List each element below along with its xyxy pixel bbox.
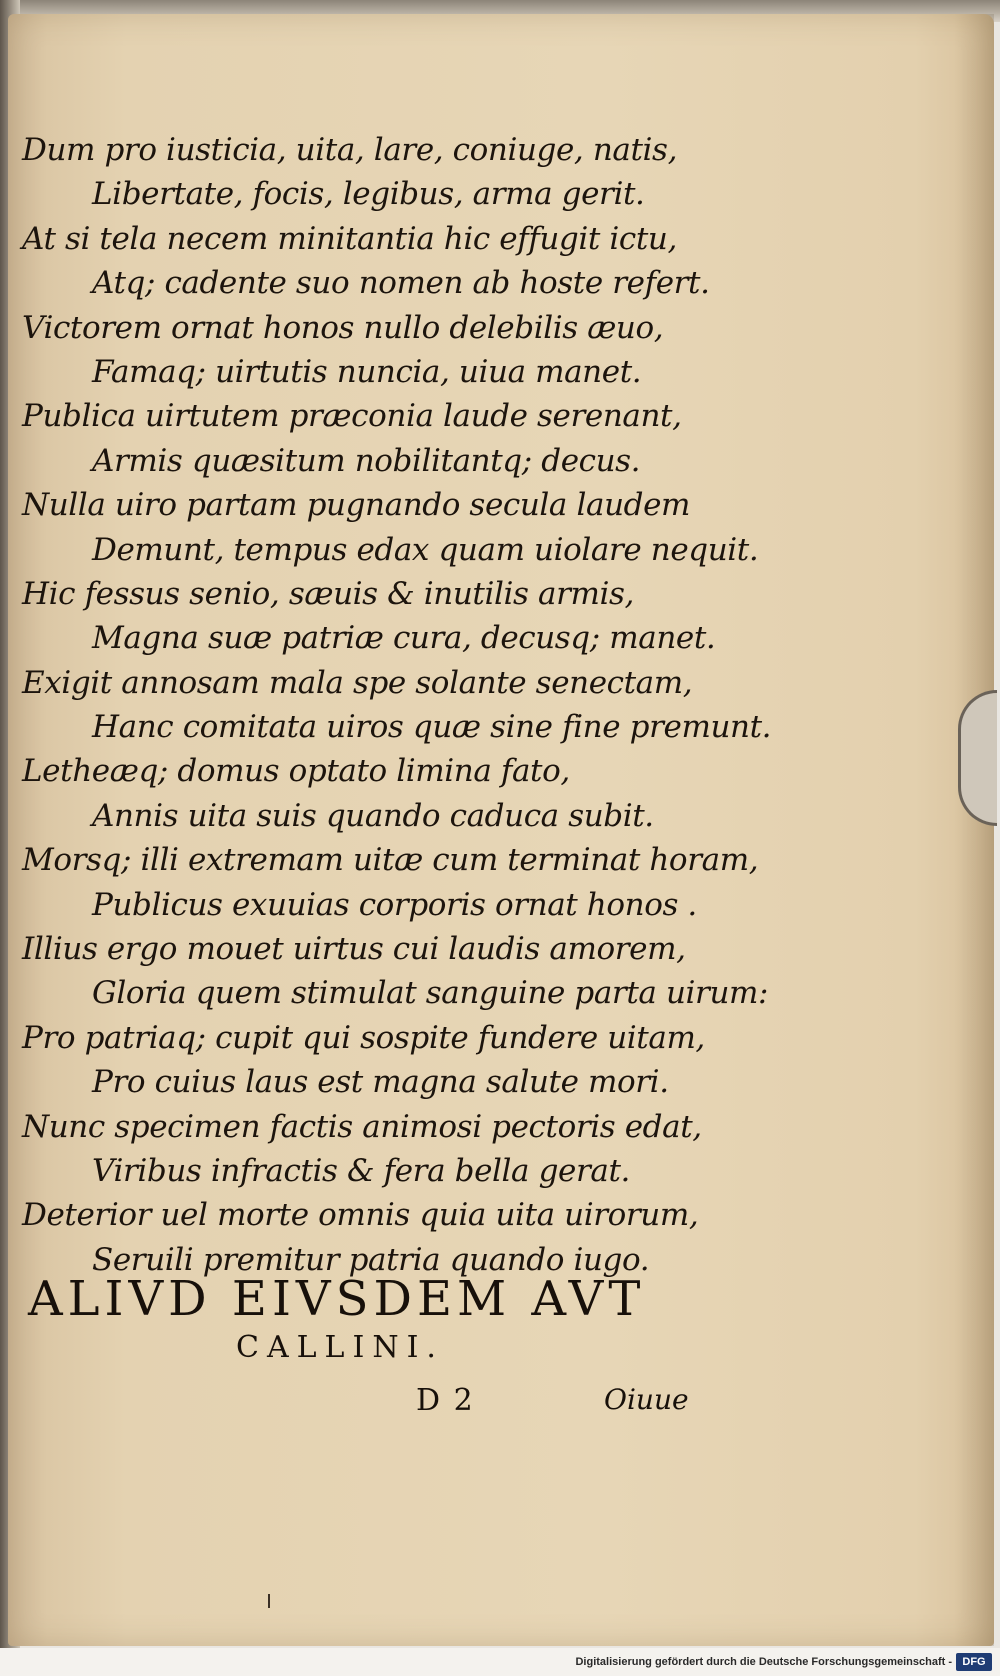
ink-mark — [268, 1594, 270, 1608]
verse-line: Hic fessus senio, sæuis & inutilis armis, — [22, 575, 634, 612]
digitization-footer — [0, 1648, 1000, 1676]
verse-line: Atq; cadente suo nomen ab hoste refert. — [92, 265, 710, 302]
verse-line: At si tela necem minitantia hic effugit ictu, — [22, 220, 677, 257]
verse-line: Nunc specimen factis animosi pectoris edat, — [22, 1108, 702, 1145]
verse-line: Deterior uel morte omnis quia uita uirorum, — [22, 1197, 699, 1234]
verse-line: Publica uirtutem præconia laude serenant, — [22, 398, 682, 435]
verse-line: Libertate, focis, legibus, arma gerit. — [92, 176, 645, 213]
verse-line: Exigit annosam mala spe solante senectam, — [22, 664, 693, 701]
verse-line: Publicus exuuias corporis ornat honos . — [92, 886, 697, 923]
verse-line: Seruili premitur patria quando iugo. — [92, 1241, 650, 1278]
signature-mark: D 2 — [416, 1383, 475, 1418]
verse-line: Hanc comitata uiros quæ sine fine premunt. — [92, 709, 772, 746]
verse-line: Armis quæsitum nobilitantq; decus. — [92, 442, 641, 479]
verse-line: Famaq; uirtutis nuncia, uiua manet. — [92, 353, 642, 390]
page-clip-tab — [958, 690, 997, 826]
verse-line: Dum pro iusticia, uita, lare, coniuge, natis, — [22, 132, 678, 168]
verse-line: Gloria quem stimulat sanguine parta uirum: — [92, 975, 769, 1012]
verse-line: Illius ergo mouet uirtus cui laudis amorem, — [22, 931, 686, 968]
catchword: Oiuue — [604, 1383, 689, 1416]
verse-line: Victorem ornat honos nullo delebilis æuo, — [22, 309, 664, 346]
verse-line: Magna suæ patriæ cura, decusq; manet. — [92, 620, 716, 657]
section-subheading: CALLINI. — [236, 1330, 444, 1365]
verse-line: Pro patriaq; cupit qui sospite fundere uitam, — [22, 1019, 705, 1056]
verse-line: Morsq; illi extremam uitæ cum terminat horam, — [22, 842, 759, 879]
verse-line: Demunt, tempus edax quam uiolare nequit. — [92, 531, 759, 568]
section-heading: ALIVD EIVSDEM AVT — [28, 1271, 646, 1327]
funding-credit: Digitalisierung gefördert durch die Deutsche Forschungsgemeinschaft - — [575, 1656, 952, 1668]
dfg-logo: DFG — [956, 1653, 992, 1671]
page-shadow — [954, 14, 994, 1646]
verse-line: Viribus infractis & fera bella gerat. — [92, 1152, 630, 1189]
poem-verses — [22, 128, 772, 1282]
verse-line: Nulla uiro partam pugnando secula laudem — [22, 487, 691, 524]
verse-line: Annis uita suis quando caduca subit. — [92, 797, 654, 834]
verse-line: Pro cuius laus est magna salute mori. — [92, 1064, 669, 1101]
verse-line: Letheæq; domus optato limina fato, — [22, 753, 570, 790]
